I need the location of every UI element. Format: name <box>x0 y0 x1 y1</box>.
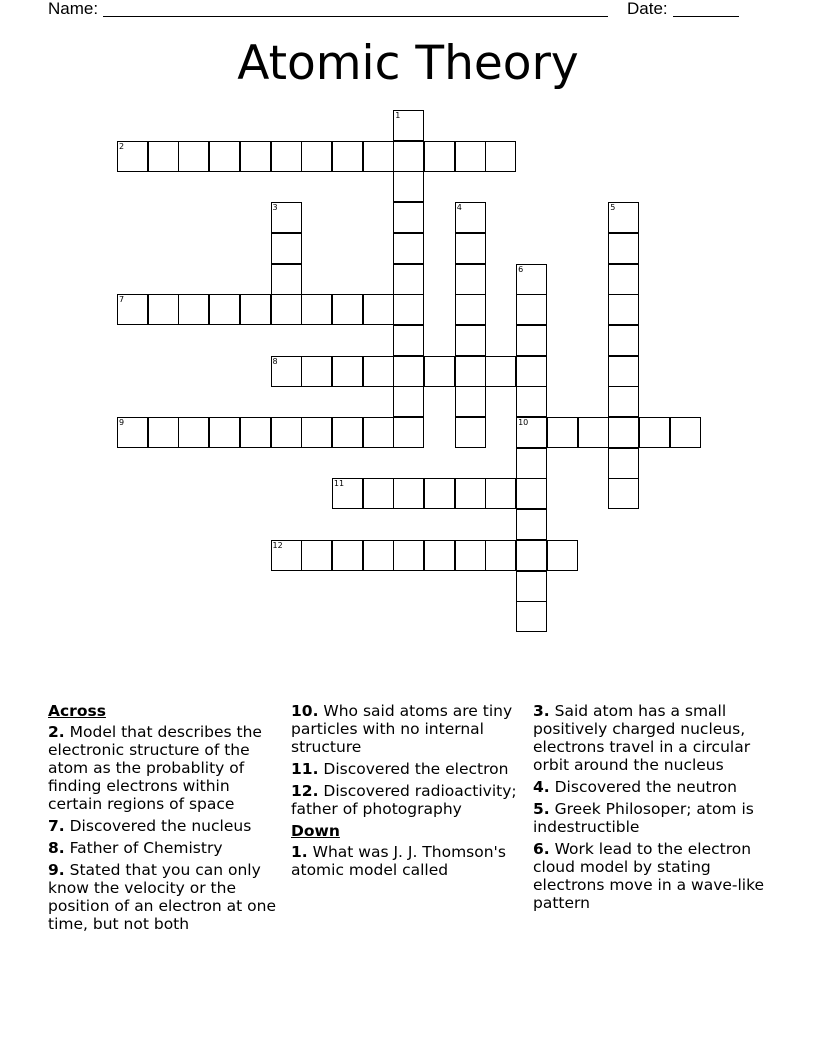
crossword-cell[interactable] <box>363 141 394 172</box>
crossword-cell[interactable] <box>148 294 179 325</box>
crossword-cell[interactable] <box>393 478 424 509</box>
cell-number: 3 <box>272 203 278 213</box>
crossword-cell[interactable] <box>393 171 424 202</box>
crossword-cell[interactable] <box>332 478 363 509</box>
name-label: Name: <box>48 0 99 18</box>
crossword-cell[interactable] <box>240 417 271 448</box>
date-label: Date: <box>627 0 668 18</box>
crossword-cell[interactable] <box>424 141 455 172</box>
crossword-cell[interactable] <box>455 202 486 233</box>
clue-across-11: 11. Discovered the electron <box>291 760 509 778</box>
crossword-cell[interactable] <box>393 540 424 571</box>
crossword-cell[interactable] <box>301 356 332 387</box>
clue-across-2: 2. Model that describes the electronic structure of the atom as the probablity of finding electrons within certain regions of space <box>48 723 262 813</box>
cell-number: 10 <box>518 418 529 427</box>
cell-number: 6 <box>518 264 524 274</box>
crossword-cell[interactable] <box>332 141 363 172</box>
crossword-cell[interactable] <box>271 233 302 264</box>
crossword-cell[interactable] <box>455 141 486 172</box>
crossword-cell[interactable] <box>332 294 363 325</box>
clue-across-10: 10. Who said atoms are tiny particles with no internal structure <box>291 702 513 756</box>
crossword-cell[interactable] <box>578 417 609 448</box>
crossword-cell[interactable] <box>393 141 424 172</box>
crossword-cell[interactable] <box>301 294 332 325</box>
crossword-cell[interactable] <box>516 478 547 509</box>
crossword-cell[interactable] <box>363 540 394 571</box>
crossword-cell[interactable] <box>608 233 639 264</box>
page-title: Atomic Theory <box>237 36 579 91</box>
crossword-cell[interactable] <box>608 264 639 295</box>
crossword-cell[interactable] <box>393 202 424 233</box>
crossword-cell[interactable] <box>608 294 639 325</box>
crossword-cell[interactable] <box>209 141 240 172</box>
crossword-cell[interactable] <box>301 417 332 448</box>
crossword-cell[interactable] <box>117 417 148 448</box>
crossword-cell[interactable] <box>363 294 394 325</box>
crossword-cell[interactable] <box>455 386 486 417</box>
crossword-cell[interactable] <box>271 202 302 233</box>
across-heading: Across <box>48 702 106 720</box>
crossword-cell[interactable] <box>608 386 639 417</box>
crossword-cell[interactable] <box>424 540 455 571</box>
crossword-cell[interactable] <box>393 325 424 356</box>
crossword-cell[interactable] <box>117 294 148 325</box>
crossword-cell[interactable] <box>455 356 486 387</box>
crossword-cell[interactable] <box>639 417 670 448</box>
clue-down-4: 4. Discovered the neutron <box>533 778 737 796</box>
crossword-cell[interactable] <box>608 356 639 387</box>
crossword-cell[interactable] <box>393 417 424 448</box>
crossword-cell[interactable] <box>516 509 547 540</box>
crossword-cell[interactable] <box>178 294 209 325</box>
crossword-cell[interactable] <box>240 141 271 172</box>
crossword-cell[interactable] <box>240 294 271 325</box>
crossword-cell[interactable] <box>516 571 547 602</box>
crossword-cell[interactable] <box>271 264 302 295</box>
crossword-cell[interactable] <box>516 294 547 325</box>
crossword-cell[interactable] <box>516 417 547 448</box>
crossword-cell[interactable] <box>424 478 455 509</box>
clue-across-7: 7. Discovered the nucleus <box>48 817 252 835</box>
clue-across-8: 8. Father of Chemistry <box>48 839 223 857</box>
crossword-cell[interactable] <box>608 448 639 479</box>
crossword-cell[interactable] <box>485 141 516 172</box>
crossword-cell[interactable] <box>608 478 639 509</box>
clue-across-9: 9. Stated that you can only know the velocity or the position of an electron at one time, but not both <box>48 861 277 933</box>
clue-down-5: 5. Greek Philosoper; atom is indestructible <box>533 800 754 836</box>
cell-number: 9 <box>119 418 125 427</box>
clue-down-6: 6. Work lead to the electron cloud model by stating electrons move in a wave-like pattern <box>533 840 765 912</box>
crossword-cell[interactable] <box>516 601 547 632</box>
crossword-cell[interactable] <box>271 417 302 448</box>
crossword-cell[interactable] <box>608 202 639 233</box>
cell-number: 4 <box>456 203 462 213</box>
cell-number: 7 <box>119 295 125 305</box>
crossword-cell[interactable] <box>455 325 486 356</box>
crossword-cell[interactable] <box>393 264 424 295</box>
crossword-cell[interactable] <box>148 417 179 448</box>
crossword-cell[interactable] <box>455 417 486 448</box>
cell-number: 11 <box>333 479 345 489</box>
clue-across-12: 12. Discovered radioactivity; father of photography <box>291 782 517 818</box>
crossword-cell[interactable] <box>178 417 209 448</box>
crossword-cell[interactable] <box>332 417 363 448</box>
crossword-cell[interactable] <box>271 294 302 325</box>
crossword-cell[interactable] <box>393 110 424 141</box>
crossword-cell[interactable] <box>301 540 332 571</box>
crossword-cell[interactable] <box>547 417 578 448</box>
crossword-cell[interactable] <box>148 141 179 172</box>
crossword-cell[interactable] <box>670 417 701 448</box>
down-heading: Down <box>291 822 340 840</box>
clue-down-3: 3. Said atom has a small positively charged nucleus, electrons travel in a circular orbit around the nucleus <box>533 702 751 774</box>
crossword-cell[interactable] <box>455 540 486 571</box>
crossword-cell[interactable] <box>424 356 455 387</box>
crossword-cell[interactable] <box>455 478 486 509</box>
crossword-cell[interactable] <box>485 356 516 387</box>
crossword-cell[interactable] <box>271 540 302 571</box>
crossword-cell[interactable] <box>547 540 578 571</box>
crossword-cell[interactable] <box>485 540 516 571</box>
crossword-cell[interactable] <box>332 540 363 571</box>
crossword-cell[interactable] <box>363 356 394 387</box>
crossword-cell[interactable] <box>516 325 547 356</box>
cell-number: 1 <box>395 111 401 120</box>
crossword-cell[interactable] <box>117 141 148 172</box>
crossword-cell[interactable] <box>393 386 424 417</box>
crossword-cell[interactable] <box>516 540 547 571</box>
crossword-cell[interactable] <box>363 478 394 509</box>
clues-column-3 <box>533 702 773 916</box>
crossword-cell[interactable] <box>485 478 516 509</box>
crossword-cell[interactable] <box>608 417 639 448</box>
crossword-cell[interactable] <box>455 264 486 295</box>
crossword-cell[interactable] <box>209 294 240 325</box>
clues-column-2 <box>291 702 523 883</box>
crossword-cell[interactable] <box>363 417 394 448</box>
crossword-cell[interactable] <box>393 356 424 387</box>
clues-column-1 <box>48 702 280 937</box>
cell-number: 8 <box>272 356 278 366</box>
crossword-cell[interactable] <box>455 233 486 264</box>
crossword-cell[interactable] <box>393 294 424 325</box>
crossword-cell[interactable] <box>209 417 240 448</box>
crossword-cell[interactable] <box>393 233 424 264</box>
cell-number: 2 <box>119 141 125 151</box>
crossword-cell[interactable] <box>608 325 639 356</box>
crossword-cell[interactable] <box>455 294 486 325</box>
crossword-cell[interactable] <box>301 141 332 172</box>
clue-down-1: 1. What was J. J. Thomson's atomic model called <box>291 843 506 879</box>
crossword-cell[interactable] <box>332 356 363 387</box>
crossword-cell[interactable] <box>178 141 209 172</box>
cell-number: 12 <box>272 540 283 550</box>
crossword-cell[interactable] <box>271 141 302 172</box>
crossword-cell[interactable] <box>516 356 547 387</box>
crossword-cell[interactable] <box>516 386 547 417</box>
crossword-cell[interactable] <box>271 356 302 387</box>
cell-number: 5 <box>610 203 616 213</box>
crossword-cell[interactable] <box>516 264 547 295</box>
crossword-cell[interactable] <box>516 448 547 479</box>
